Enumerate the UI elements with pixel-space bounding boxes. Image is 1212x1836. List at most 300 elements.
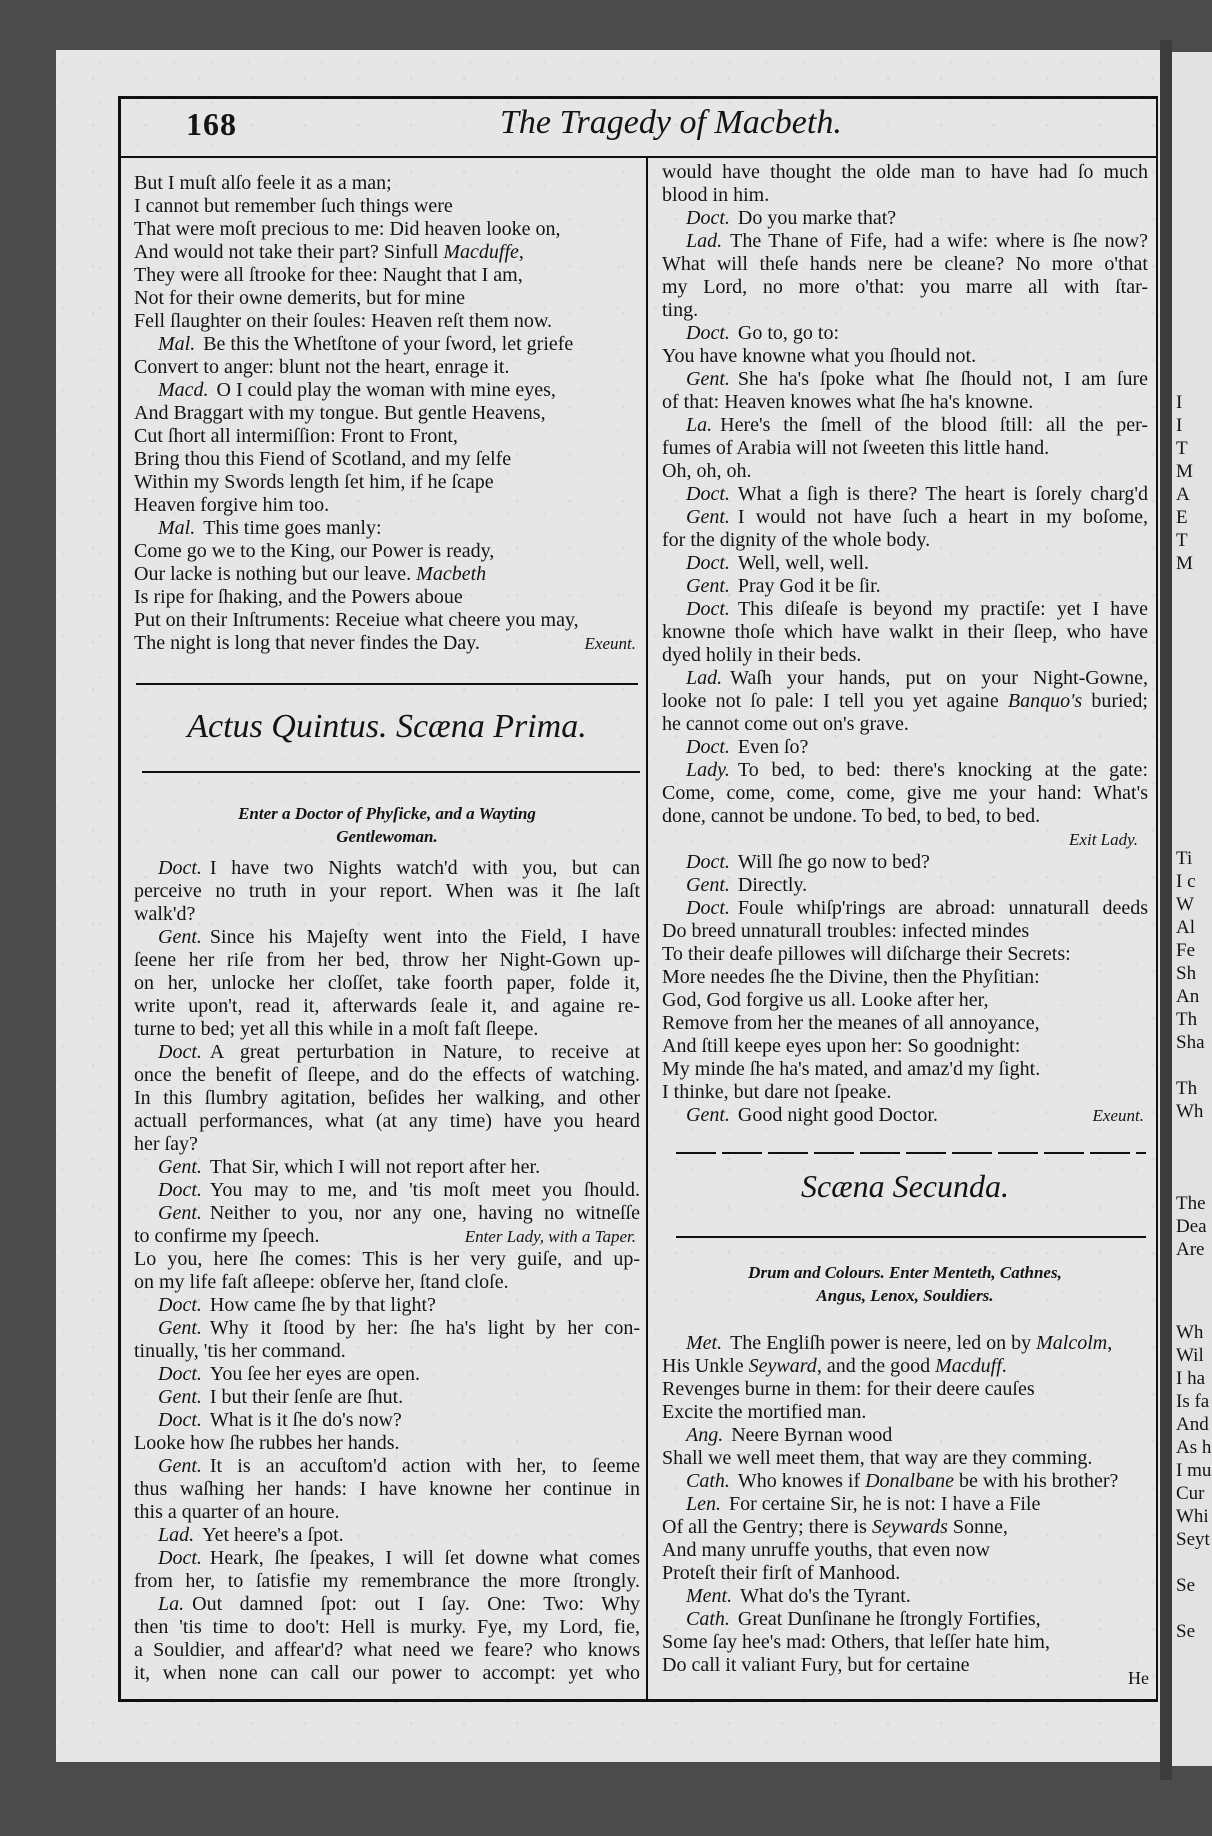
line-text: For certaine Sir, he is not: I have a File [729,1493,1041,1515]
line-text: What will theſe hands nere be cleane? No more o'that [662,253,1148,275]
text-line [134,1639,640,1662]
line-text: Be this the Whetſtone of your ſword, let griefe [203,333,574,355]
adjacent-page-fragment: The [1176,1193,1206,1214]
speaker-prefix: Ment. [686,1585,733,1607]
adjacent-page-fragment: Al [1176,917,1195,938]
line-text: I have two Nights watch'd with you, but can [209,857,640,879]
text-line [662,1447,1148,1470]
text-line [134,880,640,903]
speaker-prefix: Doct. [686,207,730,229]
text-line [134,1501,640,1524]
line-text: Is ripe for ſhaking, and the Powers aboue [134,586,463,608]
line-text: And would not take their part? Sinfull Macduffe, [134,241,524,263]
line-text: done, cannot be undone. To bed, to bed, to bed. [662,805,1041,827]
adjacent-page-fragment: Wh [1176,1322,1204,1343]
italic-name: Macbeth [416,563,487,585]
line-text: You may to me, and 'tis moſt meet you ſhould. [209,1179,640,1201]
line-text: Not for their owne demerits, but for mine [134,287,466,309]
text-line [662,1608,1148,1631]
adjacent-page-fragment: M [1176,461,1193,482]
line-text: from her, to ſatisfie my remembrance the more ſtrongly. [134,1570,640,1592]
text-line [662,1654,1148,1677]
line-text: I thinke, but dare not ſpeake. [662,1081,892,1103]
line-text: it, when none can call our power to accompt: yet who [134,1662,640,1684]
text-line [662,713,1148,736]
text-line [662,1424,1148,1447]
stage-direction-enter-doctor [134,802,640,848]
speaker-prefix: Doct. [158,1179,202,1201]
line-text: would have thought the olde man to have had ſo much [662,161,1148,183]
line-text: To bed, to bed: there's knocking at the gate: [737,759,1148,781]
adjacent-page-fragment: Wh [1176,1101,1204,1122]
text-line [134,471,640,494]
line-text: O I could play the woman with mine eyes, [216,379,556,401]
running-title: The Tragedy of Macbeth. [500,104,842,141]
line-text: Great Dunſinane he ſtrongly Fortifies, [737,1608,1041,1630]
line-text: What is it ſhe do's now? [209,1409,402,1431]
text-line [134,1524,640,1547]
text-line [134,1271,640,1294]
scene-rule-top [676,1152,1146,1154]
text-line [134,1662,640,1685]
line-text: tinually, 'tis her command. [134,1340,346,1362]
text-line [662,874,1148,897]
line-text: Heaven forgive him too. [134,494,330,516]
adjacent-page-fragment: Fe [1176,940,1195,961]
text-line [134,1616,640,1639]
line-text: The Thane of Fife, had a wife: where is ſhe now? [730,230,1148,252]
text-line [662,391,1148,414]
text-line [662,1401,1148,1424]
text-line [662,1058,1148,1081]
adjacent-page-fragment: Se [1176,1575,1195,1596]
line-text: Directly. [737,874,808,896]
text-line [134,903,640,926]
scene-heading: Scæna Secunda. [801,1168,1009,1204]
text-line [662,345,1148,368]
text-line [662,253,1148,276]
text-line [662,920,1148,943]
text-line [134,1133,640,1156]
line-text: She ha's ſpoke what ſhe ſhould not, I am ſure [737,368,1148,390]
text-line [134,1317,640,1340]
text-line [662,1035,1148,1058]
line-text: Go to, go to: [737,322,840,344]
line-text: once the benefit of ſleepe, and do the effects of watching. [134,1064,640,1086]
text-line [134,1593,640,1616]
text-line [662,483,1148,506]
italic-name: Seywards [871,1516,948,1538]
stage-direction-inline: Exeunt. [584,634,636,653]
line-text: What a ſigh is there? The heart is ſorely charg'd [737,483,1148,505]
text-line [134,448,640,471]
text-line [662,1470,1148,1493]
line-text: I but their ſenſe are ſhut. [209,1386,404,1408]
text-line [134,1432,640,1455]
adjacent-page-fragment: Th [1176,1009,1198,1030]
line-text: walk'd? [134,903,196,925]
line-text: Revenges burne in them: for their deere cauſes [662,1378,1035,1400]
line-text: actuall performances, what (at any time) have you heard [134,1110,640,1132]
text-line [662,230,1148,253]
line-text: thus waſhing her hands: I have knowne her continue in [134,1478,640,1500]
line-text: Heark, ſhe ſpeakes, I will ſet downe what comes [209,1547,640,1569]
text-line [662,1631,1148,1654]
line-text: This diſeaſe is beyond my practiſe: yet I have [737,598,1148,620]
scene-rule-bottom [676,1236,1146,1238]
line-text: They were all ſtrooke for thee: Naught that I am, [134,264,523,286]
speaker-prefix: Mal. [158,333,196,355]
stage-direction-inline: Exeunt. [1092,1106,1144,1125]
adjacent-page-fragment: And [1176,1414,1209,1435]
speaker-prefix: Doct. [686,322,730,344]
text-line [134,1018,640,1041]
adjacent-page-fragment: I mu [1176,1460,1212,1481]
line-text: my Lord, no more o'that: you marre all with ſtar- [662,276,1148,298]
line-text: In this ſlumbry agitation, beſides her walking, and other [134,1087,640,1109]
line-text: this a quarter of an houre. [134,1501,340,1523]
speaker-prefix: Ang. [686,1424,724,1446]
speaker-prefix: Gent. [158,1386,202,1408]
text-line [662,161,1148,184]
speaker-prefix: Doct. [686,897,730,919]
line-text: My minde ſhe ha's mated, and amaz'd my ſight. [662,1058,1041,1080]
line-text: Looke how ſhe rubbes her hands. [134,1432,400,1454]
text-line [662,1104,1148,1127]
stage-direction-line: Angus, Lenox, Souldiers. [816,1286,994,1305]
italic-name: Malcolm [1036,1332,1108,1354]
line-text: I would not have ſuch a heart in my boſome, [737,506,1148,528]
speaker-prefix: Doct. [686,851,730,873]
line-text: Neither to you, nor any one, having no witneſſe [209,1202,640,1224]
speaker-prefix: Cath. [686,1470,730,1492]
speaker-prefix: La. [686,414,713,436]
line-text: Out damned ſpot: out I ſay. One: Two: Why [192,1593,640,1615]
text-line [134,241,640,264]
text-line [662,1493,1148,1516]
italic-name: Macduffe [443,241,519,263]
text-line [662,1081,1148,1104]
text-line [134,972,640,995]
text-line [662,368,1148,391]
line-text: a Souldier, and affear'd? what need we feare? who knows [134,1639,640,1661]
line-text: Neere Byrnan wood [731,1424,893,1446]
line-text: Waſh your hands, put on your Night-Gowne, [730,667,1148,689]
act-rule-bottom [142,771,640,773]
text-line [134,1202,640,1225]
adjacent-page-fragment: Wil [1176,1345,1204,1366]
adjacent-page-fragment: A [1176,484,1190,505]
line-text: dyed holily in their beds. [662,644,862,666]
adjacent-page-fragment: As h [1176,1437,1212,1458]
line-text: To their deafe pillowes will diſcharge their Secrets: [662,943,1071,965]
speaker-prefix: Gent. [686,575,730,597]
header-rule [120,156,1156,158]
text-line [662,1378,1148,1401]
text-line [134,632,640,655]
line-text: And Braggart with my tongue. But gentle Heavens, [134,402,546,424]
text-line [662,1355,1148,1378]
line-text: blood in him. [662,184,770,206]
line-text: then 'tis time to doo't: Hell is murky. Fye, my Lord, fie, [134,1616,640,1638]
line-text: Do call it valiant Fury, but for certaine [662,1654,970,1676]
stage-direction-drum-and-colours [662,1261,1148,1307]
line-text: More needes ſhe the Divine, then the Phyſitian: [662,966,1040,988]
line-text: Fell ſlaughter on their ſoules: Heaven reſt them now. [134,310,553,332]
line-text: on her, unlocke her cloſſet, take foorth paper, folde it, [134,972,640,994]
text-line [662,276,1148,299]
text-line [662,736,1148,759]
text-line [662,1012,1148,1035]
speaker-prefix: Doct. [158,1041,202,1063]
text-line [662,184,1148,207]
speaker-prefix: Macd. [158,379,209,401]
text-line [662,897,1148,920]
text-line [662,805,1148,828]
text-line [662,1516,1148,1539]
line-text: God, God forgive us all. Looke after her, [662,989,989,1011]
text-line [134,1363,640,1386]
line-text: Here's the ſmell of the blood ſtill: all the per- [720,414,1148,436]
text-line [134,926,640,949]
speaker-prefix: Gent. [158,926,202,948]
italic-name: Seyward [748,1355,817,1377]
text-line [134,356,640,379]
line-text: Excite the mortified man. [662,1401,867,1423]
text-line [134,949,640,972]
line-text: Do you marke that? [737,207,897,229]
adjacent-page-fragment: Se [1176,1621,1195,1642]
stage-direction-line: Enter a Doctor of Phyſicke, and a Wayting [238,804,536,823]
left-column-text-scene-one [134,857,640,1685]
line-text: Lo you, here ſhe comes: This is her very guiſe, and up- [134,1248,640,1270]
text-line [134,1386,640,1409]
text-line [134,425,640,448]
text-line [662,1539,1148,1562]
speaker-prefix: Gent. [686,1104,730,1126]
speaker-prefix: Lad. [686,230,723,252]
line-text: Cut ſhort all intermiſſion: Front to Front, [134,425,458,447]
line-text: Some ſay hee's mad: Others, that leſſer hate him, [662,1631,1050,1653]
speaker-prefix: Lady. [686,759,730,781]
italic-name: Macduff [935,1355,1002,1377]
line-text: But I muſt alſo feele it as a man; [134,172,392,194]
speaker-prefix: Doct. [686,552,730,574]
adjacent-page-fragment: I [1176,415,1183,436]
speaker-prefix: Gent. [158,1455,202,1477]
speaker-prefix: La. [158,1593,185,1615]
line-text: The night is long that never findes the Day. [134,632,480,654]
speaker-prefix: Doct. [158,1547,202,1569]
line-text: Since his Majeſty went into the Field, I have [209,926,640,948]
line-text: A great perturbation in Nature, to receive at [209,1041,640,1063]
line-text: Come, come, come, come, give me your hand: What's [662,782,1148,804]
line-text: perceive no truth in your report. When was it ſhe laſt [134,880,640,902]
adjacent-page-fragment: Whi [1176,1506,1209,1527]
text-line [134,379,640,402]
speaker-prefix: Gent. [686,368,730,390]
text-line [662,690,1148,713]
line-text: Within my Swords length ſet him, if he ſcape [134,471,494,493]
text-line [134,1409,640,1432]
text-line [134,287,640,310]
adjacent-page-fragment: Dea [1176,1216,1207,1237]
text-line [662,598,1148,621]
speaker-prefix: Gent. [158,1202,202,1224]
adjacent-page-fragment: Sh [1176,963,1197,984]
adjacent-page-fragment: W [1176,894,1194,915]
page-number: 168 [186,106,237,142]
text-line [134,1294,640,1317]
italic-name: Banquo's [1007,690,1083,712]
adjacent-page-fragment: E [1176,507,1188,528]
text-line [662,529,1148,552]
text-line [134,1087,640,1110]
text-line [134,494,640,517]
speaker-prefix: Len. [686,1493,721,1515]
text-line [662,552,1148,575]
adjacent-page-fragment: I ha [1176,1368,1206,1389]
adjacent-page-fragment: Sha [1176,1032,1205,1053]
line-text: Our lacke is nothing but our leave. Macbeth [134,563,487,585]
text-line [662,989,1148,1012]
adjacent-page-fragment: I [1176,392,1183,413]
text-line [662,575,1148,598]
stage-direction-line: Drum and Colours. Enter Menteth, Cathnes, [748,1263,1062,1282]
text-line [662,644,1148,667]
text-line [134,563,640,586]
adjacent-page-fragment: Seyt [1176,1529,1210,1550]
text-line [134,333,640,356]
line-text: Proteſt their firſt of Manhood. [662,1562,901,1584]
stage-direction-inline: Enter Lady, with a Taper. [464,1227,636,1246]
adjacent-page-fragment: Are [1176,1239,1205,1260]
adjacent-page-fragment: I c [1176,871,1196,892]
adjacent-page-fragment: Is fa [1176,1391,1210,1412]
line-text: That Sir, which I will not report after her. [209,1156,541,1178]
text-line [134,1064,640,1087]
text-line [134,540,640,563]
text-line [134,195,640,218]
catchword: He [1128,1668,1149,1688]
line-text: How came ſhe by that light? [209,1294,436,1316]
text-line [134,1478,640,1501]
adjacent-page-fragment: Ti [1176,848,1193,869]
text-line [134,1340,640,1363]
line-text: It is an accuſtom'd action with her, to ſeeme [209,1455,640,1477]
line-text: Yet heere's a ſpot. [202,1524,344,1546]
text-line [662,782,1148,805]
text-line [662,414,1148,437]
line-text: You ſee her eyes are open. [209,1363,421,1385]
column-divider [646,158,648,1702]
adjacent-page-fragment: T [1176,530,1188,551]
speaker-prefix: Doct. [686,598,730,620]
line-text: Do breed unnaturall troubles: infected mindes [662,920,1030,942]
line-text: Why it ſtood by her: ſhe ha's light by her con- [209,1317,640,1339]
line-text: Will ſhe go now to bed? [737,851,930,873]
speaker-prefix: Lad. [686,667,723,689]
speaker-prefix: Gent. [158,1156,202,1178]
speaker-prefix: Gent. [686,506,730,528]
line-text: write upon't, read it, afterwards ſeale it, and againe re- [134,995,640,1017]
left-column-text-top [134,172,640,655]
line-text: turne to bed; yet all this while in a moſt faſt ſleepe. [134,1018,539,1040]
speaker-prefix: Gent. [686,874,730,896]
line-text: Bring thou this Fiend of Scotland, and my ſelfe [134,448,512,470]
text-line [134,857,640,880]
text-line [134,586,640,609]
text-line [134,218,640,241]
line-text: Remove from her the meanes of all annoyance, [662,1012,1040,1034]
speaker-prefix: Doct. [686,736,730,758]
text-line [662,1585,1148,1608]
speaker-prefix: Mal. [158,517,196,539]
text-line [662,759,1148,782]
text-line [662,437,1148,460]
line-text: Oh, oh, oh. [662,460,752,482]
text-line [662,1562,1148,1585]
line-text: he cannot come out on's grave. [662,713,909,735]
text-line [662,322,1148,345]
text-line [134,517,640,540]
text-line [134,609,640,632]
line-text: ting. [662,299,699,321]
line-text: Even ſo? [737,736,809,758]
text-line [134,995,640,1018]
line-text: to confirme my ſpeech. [134,1225,320,1247]
line-text: fumes of Arabia will not ſweeten this little hand. [662,437,1050,459]
text-line [662,207,1148,230]
italic-name: Donalbane [865,1470,954,1492]
text-line [134,1110,640,1133]
stage-direction-line: Gentlewoman. [336,827,438,846]
line-text: for the dignity of the whole body. [662,529,931,551]
stage-direction-exit: Exit Lady. [1069,830,1138,849]
text-line [662,851,1148,874]
line-text: Shall we well meet them, that way are they comming. [662,1447,1093,1469]
line-text: Pray God it be ſir. [737,575,881,597]
text-line [134,1455,640,1478]
line-text: His Unkle Seyward, and the good Macduff. [662,1355,1007,1377]
line-text: on my life faſt aſleepe: obſerve her, ſtand cloſe. [134,1271,509,1293]
line-text: Who knowes if Donalbane be with his brother? [737,1470,1119,1492]
text-line [134,1041,640,1064]
line-text: This time goes manly: [203,517,382,539]
speaker-prefix: Cath. [686,1608,730,1630]
act-heading: Actus Quintus. Scæna Prima. [187,708,587,745]
text-line [662,506,1148,529]
adjacent-page-edge [1172,52,1212,1766]
text-line [662,460,1148,483]
speaker-prefix: Lad. [158,1524,195,1546]
line-text: ſeene her riſe from her bed, throw her Night-Gown up- [134,949,640,971]
line-text: The Engliſh power is neere, led on by Malcolm, [730,1332,1113,1354]
speaker-prefix: Gent. [158,1317,202,1339]
text-line [662,966,1148,989]
speaker-prefix: Doct. [686,483,730,505]
adjacent-page-fragment: T [1176,438,1188,459]
adjacent-page-fragment: An [1176,986,1200,1007]
act-rule-top [136,683,638,685]
line-text: You have knowne what you ſhould not. [662,345,977,367]
line-text: That were moſt precious to me: Did heaven looke on, [134,218,561,240]
line-text: And ſtill keepe eyes upon her: So goodnight: [662,1035,1021,1057]
line-text: What do's the Tyrant. [740,1585,911,1607]
line-text: Of all the Gentry; there is Seywards Sonne, [662,1516,1008,1538]
line-text: Good night good Doctor. [737,1104,938,1126]
line-text: knowne thoſe which have walkt in their ſleep, who have [662,621,1148,643]
